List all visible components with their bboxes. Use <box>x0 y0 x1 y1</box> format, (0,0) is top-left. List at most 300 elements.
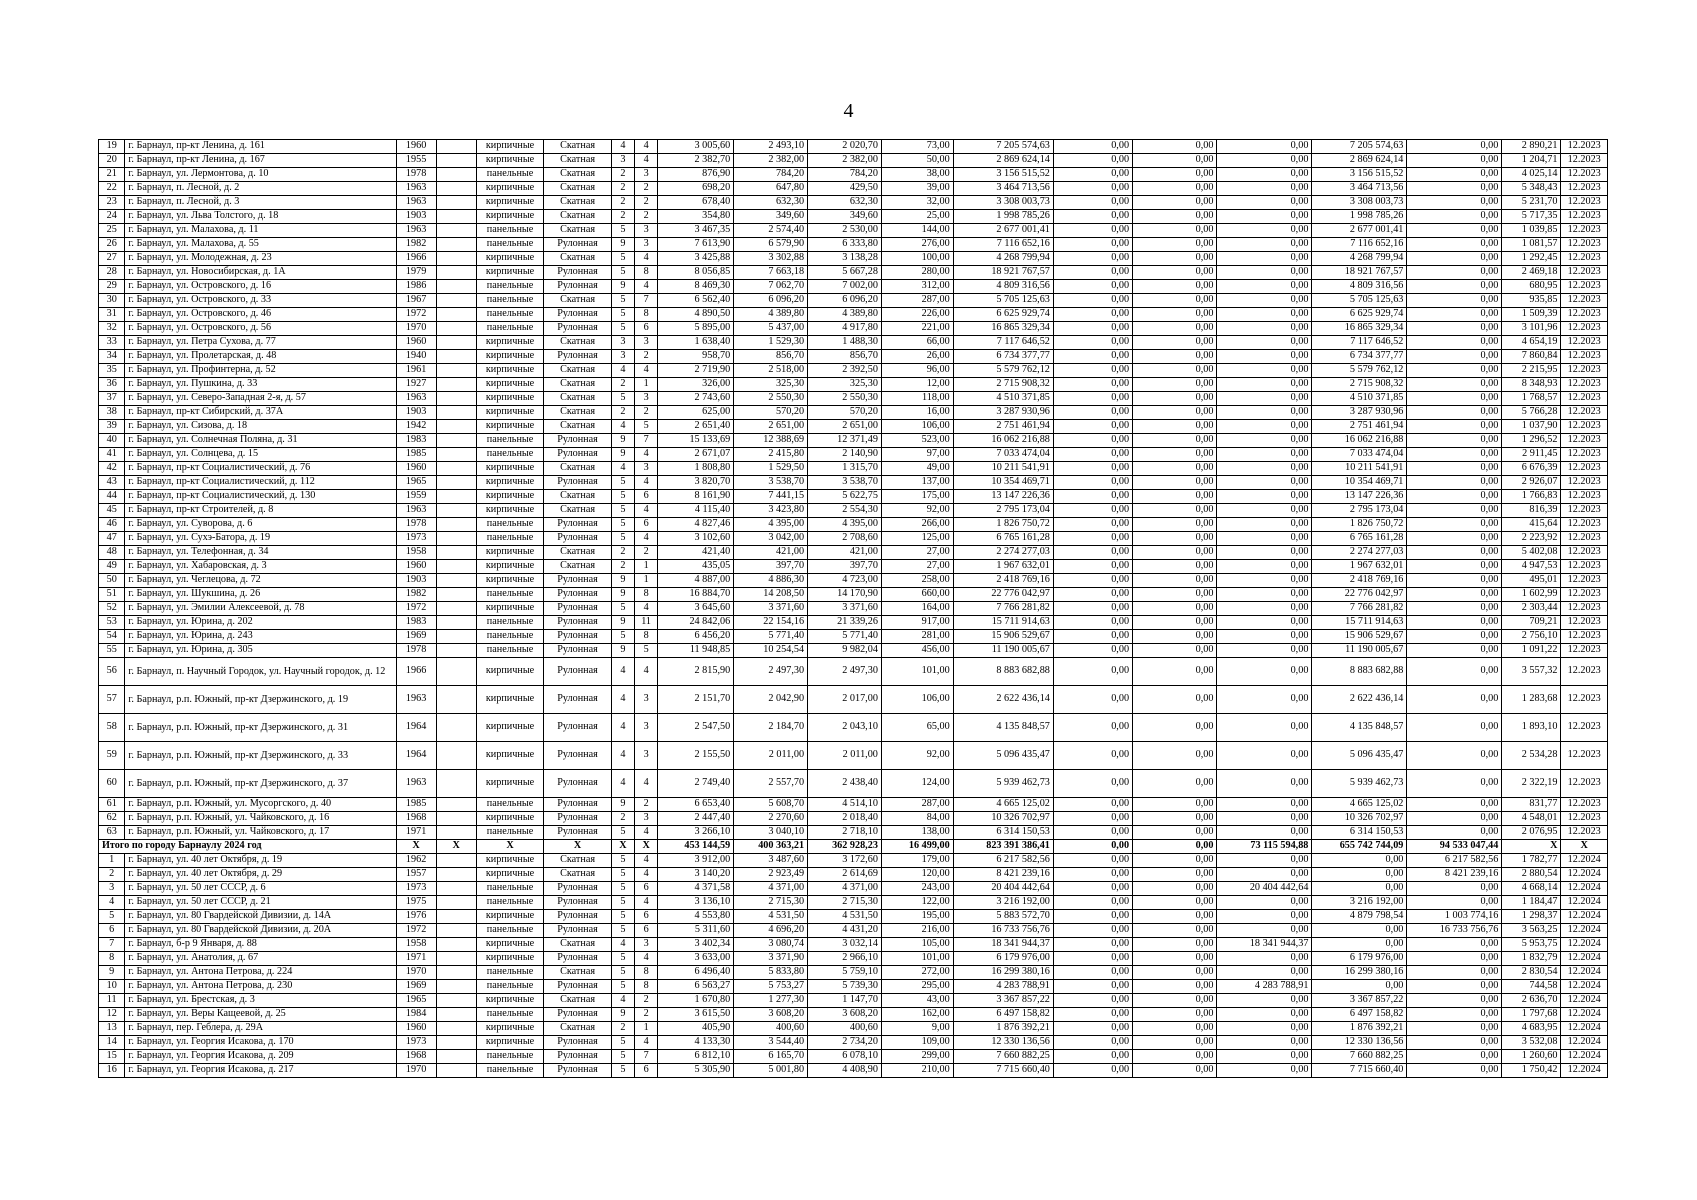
cell-unit-cost: 2 534,28 <box>1502 742 1561 770</box>
cell-local-funds: 0,00 <box>1217 336 1312 350</box>
cell-total-area: 2 671,07 <box>658 448 734 462</box>
cell-total-cost: 7 660 882,25 <box>953 1050 1053 1064</box>
cell-unit-cost: 4 025,14 <box>1502 168 1561 182</box>
cell-federal-funds: 0,00 <box>1053 994 1132 1008</box>
cell-year-renovation <box>436 966 476 980</box>
cell-owners-funds: 0,00 <box>1312 854 1407 868</box>
cell-total-cost: 2 622 436,14 <box>953 686 1053 714</box>
cell-residential-area: 2 715,30 <box>734 896 808 910</box>
cell-local-funds: 0,00 <box>1217 994 1312 1008</box>
cell-owners-funds: 18 921 767,57 <box>1312 266 1407 280</box>
total-row <box>99 840 1608 854</box>
cell-wall-material: кирпичные <box>476 462 544 476</box>
cell-owners-funds: 3 287 930,96 <box>1312 406 1407 420</box>
cell-owners-funds: 6 179 976,00 <box>1312 952 1407 966</box>
cell-special-account-funds: 0,00 <box>1407 994 1502 1008</box>
cell-row-number: 55 <box>99 644 125 658</box>
cell-private-area: 362 928,23 <box>808 840 882 854</box>
cell-floors: 2 <box>611 546 634 560</box>
cell-residents-count: 280,00 <box>881 266 953 280</box>
cell-federal-funds: 0,00 <box>1053 224 1132 238</box>
cell-regional-funds: 0,00 <box>1133 364 1217 378</box>
cell-total-area: 2 382,70 <box>658 154 734 168</box>
cell-private-area: 421,00 <box>808 546 882 560</box>
cell-unit-cost: 5 402,08 <box>1502 546 1561 560</box>
cell-owners-funds: 7 033 474,04 <box>1312 448 1407 462</box>
cell-local-funds: 73 115 594,88 <box>1217 840 1312 854</box>
cell-wall-material: кирпичные <box>476 546 544 560</box>
cell-owners-funds: 5 705 125,63 <box>1312 294 1407 308</box>
cell-owners-funds: 0,00 <box>1312 868 1407 882</box>
cell-year-built: 1968 <box>396 812 436 826</box>
cell-special-account-funds: 0,00 <box>1407 238 1502 252</box>
cell-floors: 3 <box>611 154 634 168</box>
cell-floors: 5 <box>611 826 634 840</box>
table-row <box>99 322 1608 336</box>
cell-total-cost: 5 096 435,47 <box>953 742 1053 770</box>
cell-year-built: 1969 <box>396 630 436 644</box>
cell-regional-funds: 0,00 <box>1133 770 1217 798</box>
cell-federal-funds: 0,00 <box>1053 168 1132 182</box>
cell-owners-funds: 2 274 277,03 <box>1312 546 1407 560</box>
cell-total-cost: 2 795 173,04 <box>953 504 1053 518</box>
cell-regional-funds: 0,00 <box>1133 812 1217 826</box>
cell-floors: 5 <box>611 308 634 322</box>
cell-special-account-funds: 0,00 <box>1407 532 1502 546</box>
cell-total-cost: 6 314 150,53 <box>953 826 1053 840</box>
cell-completion-date: 12.2023 <box>1561 406 1608 420</box>
cell-unit-cost: 2 215,95 <box>1502 364 1561 378</box>
cell-year-renovation <box>436 322 476 336</box>
cell-row-number: 53 <box>99 616 125 630</box>
cell-total-cost: 1 876 392,21 <box>953 1022 1053 1036</box>
cell-row-number: 28 <box>99 266 125 280</box>
cell-private-area: 3 371,60 <box>808 602 882 616</box>
cell-local-funds: 0,00 <box>1217 812 1312 826</box>
cell-year-renovation <box>436 350 476 364</box>
cell-special-account-funds: 0,00 <box>1407 504 1502 518</box>
cell-local-funds: 0,00 <box>1217 574 1312 588</box>
cell-owners-funds: 12 330 136,56 <box>1312 1036 1407 1050</box>
cell-entrances: 4 <box>635 868 658 882</box>
cell-roof-type: Скатная <box>544 336 612 350</box>
cell-wall-material: кирпичные <box>476 602 544 616</box>
cell-year-built: 1960 <box>396 560 436 574</box>
cell-wall-material: кирпичные <box>476 1036 544 1050</box>
cell-year-built: 1973 <box>396 882 436 896</box>
cell-private-area: 4 431,20 <box>808 924 882 938</box>
cell-owners-funds: 1 967 632,01 <box>1312 560 1407 574</box>
cell-year-renovation <box>436 448 476 462</box>
cell-residential-area: 647,80 <box>734 182 808 196</box>
cell-entrances: 7 <box>635 294 658 308</box>
cell-federal-funds: 0,00 <box>1053 812 1132 826</box>
cell-owners-funds: 3 156 515,52 <box>1312 168 1407 182</box>
cell-private-area: 4 395,00 <box>808 518 882 532</box>
cell-wall-material: кирпичные <box>476 658 544 686</box>
cell-federal-funds: 0,00 <box>1053 560 1132 574</box>
cell-entrances: 11 <box>635 616 658 630</box>
cell-private-area: 4 723,00 <box>808 574 882 588</box>
cell-owners-funds: 10 211 541,91 <box>1312 462 1407 476</box>
cell-regional-funds: 0,00 <box>1133 560 1217 574</box>
cell-local-funds: 0,00 <box>1217 644 1312 658</box>
cell-federal-funds: 0,00 <box>1053 532 1132 546</box>
cell-address: г. Барнаул, р.п. Южный, ул. Мусоргского, д. 40 <box>125 798 396 812</box>
cell-floors: 2 <box>611 560 634 574</box>
cell-floors: 9 <box>611 1008 634 1022</box>
cell-entrances: 2 <box>635 196 658 210</box>
cell-address: г. Барнаул, пр-кт Социалистический, д. 76 <box>125 462 396 476</box>
cell-private-area: 2 382,00 <box>808 154 882 168</box>
cell-federal-funds: 0,00 <box>1053 210 1132 224</box>
cell-private-area: 2 550,30 <box>808 392 882 406</box>
cell-wall-material: кирпичные <box>476 378 544 392</box>
cell-federal-funds: 0,00 <box>1053 882 1132 896</box>
cell-floors: 9 <box>611 448 634 462</box>
cell-row-number: 14 <box>99 1036 125 1050</box>
cell-local-funds: 0,00 <box>1217 238 1312 252</box>
cell-year-renovation <box>436 504 476 518</box>
cell-owners-funds: 1 876 392,21 <box>1312 1022 1407 1036</box>
cell-floors: 4 <box>611 462 634 476</box>
cell-year-built: 1970 <box>396 1064 436 1078</box>
cell-local-funds: 0,00 <box>1217 1008 1312 1022</box>
cell-residential-area: 5 001,80 <box>734 1064 808 1078</box>
cell-completion-date: 12.2023 <box>1561 714 1608 742</box>
cell-floors: 5 <box>611 868 634 882</box>
cell-local-funds: 0,00 <box>1217 266 1312 280</box>
cell-completion-date: 12.2023 <box>1561 434 1608 448</box>
cell-total-cost: 7 033 474,04 <box>953 448 1053 462</box>
cell-special-account-funds: 0,00 <box>1407 686 1502 714</box>
cell-regional-funds: 0,00 <box>1133 1064 1217 1078</box>
cell-year-renovation <box>436 588 476 602</box>
cell-row-number: 26 <box>99 238 125 252</box>
cell-unit-cost: 5 953,75 <box>1502 938 1561 952</box>
cell-completion-date: 12.2023 <box>1561 196 1608 210</box>
cell-entrances: 3 <box>635 224 658 238</box>
cell-owners-funds: 1 826 750,72 <box>1312 518 1407 532</box>
cell-total-cost: 16 062 216,88 <box>953 434 1053 448</box>
cell-year-built: 1965 <box>396 994 436 1008</box>
cell-year-renovation <box>436 308 476 322</box>
cell-private-area: 325,30 <box>808 378 882 392</box>
cell-roof-type: Рулонная <box>544 1036 612 1050</box>
cell-wall-material: панельные <box>476 518 544 532</box>
cell-row-number: 20 <box>99 154 125 168</box>
cell-total-cost: 4 268 799,94 <box>953 252 1053 266</box>
cell-entrances: 3 <box>635 812 658 826</box>
cell-address: г. Барнаул, ул. Юрина, д. 202 <box>125 616 396 630</box>
cell-total-cost: 6 217 582,56 <box>953 854 1053 868</box>
cell-unit-cost: 2 830,54 <box>1502 966 1561 980</box>
cell-regional-funds: 0,00 <box>1133 532 1217 546</box>
cell-roof-type: Рулонная <box>544 798 612 812</box>
cell-federal-funds: 0,00 <box>1053 448 1132 462</box>
table-row <box>99 896 1608 910</box>
cell-address: г. Барнаул, ул. Льва Толстого, д. 18 <box>125 210 396 224</box>
cell-special-account-funds: 0,00 <box>1407 966 1502 980</box>
cell-federal-funds: 0,00 <box>1053 868 1132 882</box>
cell-completion-date: 12.2023 <box>1561 770 1608 798</box>
cell-unit-cost: 831,77 <box>1502 798 1561 812</box>
cell-wall-material: кирпичные <box>476 1022 544 1036</box>
cell-wall-material: кирпичные <box>476 140 544 154</box>
cell-total-area: 3 912,00 <box>658 854 734 868</box>
cell-year-built: 1960 <box>396 462 436 476</box>
cell-roof-type: Рулонная <box>544 952 612 966</box>
cell-special-account-funds: 0,00 <box>1407 182 1502 196</box>
cell-floors: 5 <box>611 294 634 308</box>
cell-completion-date: 12.2024 <box>1561 868 1608 882</box>
cell-roof-type: Рулонная <box>544 882 612 896</box>
cell-address: г. Барнаул, ул. 50 лет СССР, д. 6 <box>125 882 396 896</box>
cell-roof-type: Скатная <box>544 224 612 238</box>
cell-unit-cost: 2 322,19 <box>1502 770 1561 798</box>
cell-regional-funds: 0,00 <box>1133 854 1217 868</box>
cell-entrances: 5 <box>635 420 658 434</box>
cell-federal-funds: 0,00 <box>1053 630 1132 644</box>
cell-owners-funds: 4 135 848,57 <box>1312 714 1407 742</box>
cell-row-number: 42 <box>99 462 125 476</box>
cell-entrances: 3 <box>635 462 658 476</box>
cell-total-cost: 823 391 386,41 <box>953 840 1053 854</box>
table-row <box>99 476 1608 490</box>
cell-completion-date: 12.2023 <box>1561 350 1608 364</box>
cell-wall-material: панельные <box>476 448 544 462</box>
cell-special-account-funds: 0,00 <box>1407 308 1502 322</box>
cell-total-area: 958,70 <box>658 350 734 364</box>
table-row <box>99 336 1608 350</box>
cell-total-cost: 3 367 857,22 <box>953 994 1053 1008</box>
cell-unit-cost: 4 947,53 <box>1502 560 1561 574</box>
cell-federal-funds: 0,00 <box>1053 518 1132 532</box>
cell-entrances: 1 <box>635 1022 658 1036</box>
cell-federal-funds: 0,00 <box>1053 336 1132 350</box>
cell-floors: 3 <box>611 350 634 364</box>
cell-special-account-funds: 0,00 <box>1407 1022 1502 1036</box>
cell-residents-count: 216,00 <box>881 924 953 938</box>
cell-unit-cost: 1 039,85 <box>1502 224 1561 238</box>
table-row <box>99 966 1608 980</box>
cell-roof-type: Скатная <box>544 154 612 168</box>
cell-year-renovation <box>436 658 476 686</box>
cell-row-number: 43 <box>99 476 125 490</box>
cell-total-area: 453 144,59 <box>658 840 734 854</box>
cell-year-renovation <box>436 532 476 546</box>
cell-federal-funds: 0,00 <box>1053 266 1132 280</box>
cell-floors: 4 <box>611 742 634 770</box>
cell-federal-funds: 0,00 <box>1053 658 1132 686</box>
cell-private-area: 2 438,40 <box>808 770 882 798</box>
cell-total-area: 16 884,70 <box>658 588 734 602</box>
cell-entrances: 3 <box>635 686 658 714</box>
cell-total-area: 354,80 <box>658 210 734 224</box>
cell-roof-type: Рулонная <box>544 742 612 770</box>
cell-residential-area: 2 518,00 <box>734 364 808 378</box>
cell-private-area: 5 759,10 <box>808 966 882 980</box>
cell-year-renovation <box>436 336 476 350</box>
cell-unit-cost: 1 298,37 <box>1502 910 1561 924</box>
cell-owners-funds: 6 765 161,28 <box>1312 532 1407 546</box>
cell-regional-funds: 0,00 <box>1133 574 1217 588</box>
cell-address: г. Барнаул, п. Научный Городок, ул. Научный городок, д. 12 <box>125 658 396 686</box>
cell-total-cost: 7 205 574,63 <box>953 140 1053 154</box>
cell-wall-material: кирпичные <box>476 560 544 574</box>
cell-wall-material: панельные <box>476 168 544 182</box>
table-row <box>99 770 1608 798</box>
table-row <box>99 210 1608 224</box>
cell-unit-cost: 1 037,90 <box>1502 420 1561 434</box>
cell-year-built: 1963 <box>396 392 436 406</box>
cell-completion-date: 12.2023 <box>1561 798 1608 812</box>
cell-private-area: 7 002,00 <box>808 280 882 294</box>
cell-federal-funds: 0,00 <box>1053 924 1132 938</box>
cell-address: г. Барнаул, ул. Веры Кащеевой, д. 25 <box>125 1008 396 1022</box>
cell-regional-funds: 0,00 <box>1133 616 1217 630</box>
cell-federal-funds: 0,00 <box>1053 952 1132 966</box>
table-row <box>99 868 1608 882</box>
cell-wall-material: панельные <box>476 322 544 336</box>
cell-address: г. Барнаул, р.п. Южный, пр-кт Дзержинского, д. 33 <box>125 742 396 770</box>
cell-local-funds: 0,00 <box>1217 602 1312 616</box>
cell-local-funds: 0,00 <box>1217 658 1312 686</box>
cell-residential-area: 7 441,15 <box>734 490 808 504</box>
cell-total-area: 2 749,40 <box>658 770 734 798</box>
cell-residential-area: 3 371,60 <box>734 602 808 616</box>
cell-federal-funds: 0,00 <box>1053 504 1132 518</box>
housing-register-table <box>98 139 1608 1078</box>
cell-local-funds: 0,00 <box>1217 294 1312 308</box>
cell-year-renovation <box>436 644 476 658</box>
cell-year-renovation <box>436 364 476 378</box>
cell-row-number: 8 <box>99 952 125 966</box>
cell-regional-funds: 0,00 <box>1133 910 1217 924</box>
cell-residents-count: 456,00 <box>881 644 953 658</box>
cell-total-cost: 6 625 929,74 <box>953 308 1053 322</box>
cell-completion-date: 12.2023 <box>1561 812 1608 826</box>
cell-floors: 5 <box>611 924 634 938</box>
cell-regional-funds: 0,00 <box>1133 896 1217 910</box>
cell-roof-type: Скатная <box>544 140 612 154</box>
cell-local-funds: 20 404 442,64 <box>1217 882 1312 896</box>
cell-private-area: 2 718,10 <box>808 826 882 840</box>
cell-total-cost: 1 826 750,72 <box>953 518 1053 532</box>
cell-address: г. Барнаул, пр-кт Социалистический, д. 130 <box>125 490 396 504</box>
cell-unit-cost: 415,64 <box>1502 518 1561 532</box>
cell-local-funds: 0,00 <box>1217 252 1312 266</box>
cell-total-area: 2 743,60 <box>658 392 734 406</box>
cell-wall-material: панельные <box>476 280 544 294</box>
cell-row-number: 9 <box>99 966 125 980</box>
cell-special-account-funds: 0,00 <box>1407 266 1502 280</box>
cell-private-area: 2 497,30 <box>808 658 882 686</box>
cell-regional-funds: 0,00 <box>1133 1022 1217 1036</box>
cell-unit-cost: 935,85 <box>1502 294 1561 308</box>
cell-floors: 5 <box>611 392 634 406</box>
cell-address: г. Барнаул, ул. 80 Гвардейской Дивизии, д. 14А <box>125 910 396 924</box>
cell-wall-material: кирпичные <box>476 868 544 882</box>
cell-floors: 9 <box>611 434 634 448</box>
cell-owners-funds: 655 742 744,09 <box>1312 840 1407 854</box>
cell-year-renovation <box>436 1036 476 1050</box>
cell-row-number: 54 <box>99 630 125 644</box>
table-row <box>99 924 1608 938</box>
cell-private-area: 14 170,90 <box>808 588 882 602</box>
cell-entrances: 1 <box>635 378 658 392</box>
cell-row-number: 27 <box>99 252 125 266</box>
cell-address: г. Барнаул, ул. Георгия Исакова, д. 170 <box>125 1036 396 1050</box>
cell-floors: 9 <box>611 280 634 294</box>
cell-regional-funds: 0,00 <box>1133 168 1217 182</box>
cell-completion-date: 12.2023 <box>1561 546 1608 560</box>
cell-row-number: 45 <box>99 504 125 518</box>
cell-roof-type: Скатная <box>544 938 612 952</box>
cell-total-area: 6 562,40 <box>658 294 734 308</box>
cell-local-funds: 0,00 <box>1217 686 1312 714</box>
cell-row-number: 12 <box>99 1008 125 1022</box>
cell-local-funds: 0,00 <box>1217 868 1312 882</box>
cell-private-area: 2 392,50 <box>808 364 882 378</box>
table-row <box>99 406 1608 420</box>
cell-regional-funds: 0,00 <box>1133 336 1217 350</box>
cell-owners-funds: 16 299 380,16 <box>1312 966 1407 980</box>
cell-entrances: 4 <box>635 448 658 462</box>
cell-private-area: 4 514,10 <box>808 798 882 812</box>
cell-roof-type: Скатная <box>544 966 612 980</box>
cell-floors: 2 <box>611 406 634 420</box>
cell-address: г. Барнаул, р.п. Южный, пр-кт Дзержинского, д. 31 <box>125 714 396 742</box>
cell-roof-type: Скатная <box>544 182 612 196</box>
cell-unit-cost: 3 557,32 <box>1502 658 1561 686</box>
cell-year-renovation <box>436 490 476 504</box>
cell-total-cost: 10 354 469,71 <box>953 476 1053 490</box>
cell-year-renovation <box>436 224 476 238</box>
cell-owners-funds: 22 776 042,97 <box>1312 588 1407 602</box>
cell-entrances: 4 <box>635 602 658 616</box>
cell-unit-cost: 6 676,39 <box>1502 462 1561 476</box>
cell-total-cost: 7 715 660,40 <box>953 1064 1053 1078</box>
cell-total-area: 678,40 <box>658 196 734 210</box>
cell-local-funds: 0,00 <box>1217 210 1312 224</box>
table-row <box>99 854 1608 868</box>
cell-row-number: 38 <box>99 406 125 420</box>
cell-year-built: 1963 <box>396 686 436 714</box>
cell-special-account-funds: 0,00 <box>1407 252 1502 266</box>
cell-residents-count: 84,00 <box>881 812 953 826</box>
cell-roof-type: Скатная <box>544 462 612 476</box>
cell-year-renovation <box>436 280 476 294</box>
cell-owners-funds: 7 660 882,25 <box>1312 1050 1407 1064</box>
cell-row-number: 2 <box>99 868 125 882</box>
cell-private-area: 784,20 <box>808 168 882 182</box>
cell-year-built: 1985 <box>396 448 436 462</box>
cell-entrances: 3 <box>635 714 658 742</box>
cell-owners-funds: 16 865 329,34 <box>1312 322 1407 336</box>
cell-residential-area: 2 184,70 <box>734 714 808 742</box>
cell-residents-count: 175,00 <box>881 490 953 504</box>
cell-residents-count: 164,00 <box>881 602 953 616</box>
cell-residents-count: 917,00 <box>881 616 953 630</box>
cell-owners-funds: 6 625 929,74 <box>1312 308 1407 322</box>
cell-unit-cost: 8 348,93 <box>1502 378 1561 392</box>
cell-entrances: 4 <box>635 658 658 686</box>
cell-residential-area: 2 493,10 <box>734 140 808 154</box>
cell-roof-type: Скатная <box>544 868 612 882</box>
cell-wall-material: кирпичные <box>476 252 544 266</box>
table-row <box>99 630 1608 644</box>
